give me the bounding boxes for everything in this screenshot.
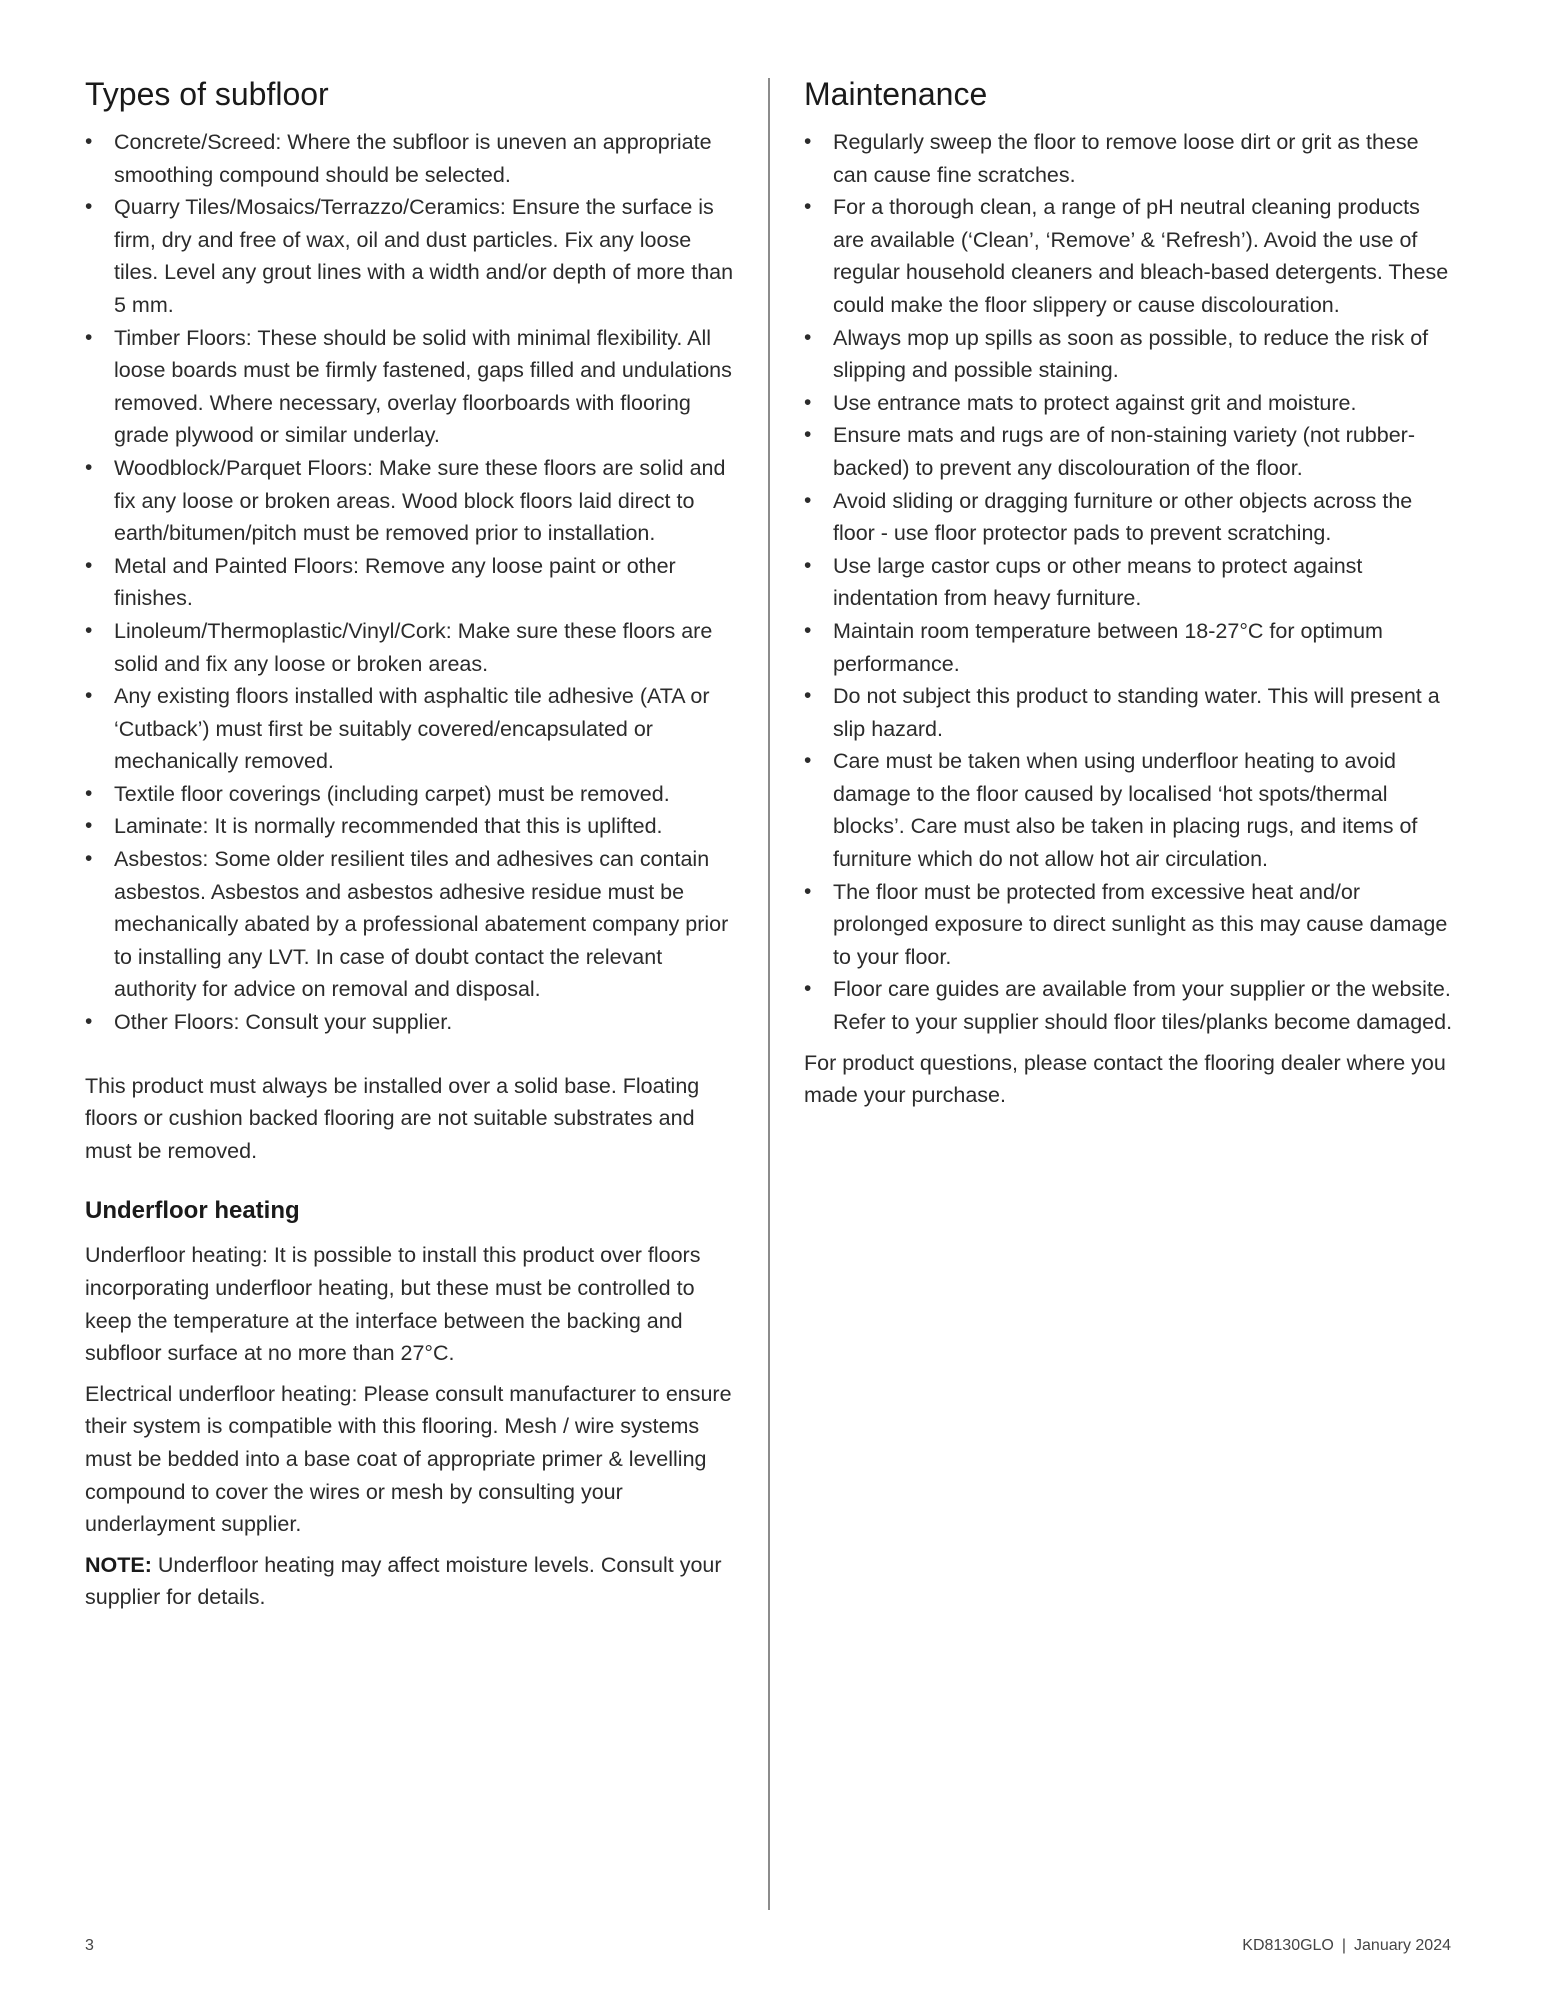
- note-paragraph: [85, 1549, 740, 1614]
- electrical-underfloor-paragraph: Electrical underfloor heating: Please consult manufacturer to ensure their system is compatible with this flooring. Mesh / wire systems must be bedded into a base coat of appropriate primer & levelling compound to cover the wires or mesh by consulting your underlayment supplier.: [85, 1381, 732, 1537]
- list-item: • Avoid sliding or dragging furniture or other objects across the floor - use floor protector pads to prevent scratching.: [804, 485, 1454, 550]
- subfloor-list: [85, 126, 740, 1039]
- bullet-icon: •: [804, 325, 812, 349]
- bullet-icon: •: [804, 423, 812, 447]
- list-item: • Always mop up spills as soon as possible, to reduce the risk of slipping and possible staining.: [804, 322, 1454, 387]
- list-item: • For a thorough clean, a range of pH neutral cleaning products are available (‘Clean’, ‘Remove’ & ‘Refresh’). Avoid the use of regular household cleaners and bleach-based detergents. These could make the floor slippery or cause discolouration.: [804, 191, 1454, 321]
- bullet-icon: •: [85, 195, 93, 219]
- subfloor-heading: Types of subfloor: [85, 76, 329, 112]
- document-footer: [1242, 1937, 1451, 1955]
- left-column: [85, 72, 740, 1614]
- list-item: • Use entrance mats to protect against grit and moisture.: [804, 387, 1454, 420]
- bullet-icon: •: [85, 553, 93, 577]
- bullet-icon: •: [85, 325, 93, 349]
- note-text: Underfloor heating may affect moisture levels. Consult your supplier for details.: [85, 1552, 722, 1610]
- list-item: • Floor care guides are available from your supplier or the website. Refer to your supplier should floor tiles/planks become damaged.: [804, 973, 1454, 1038]
- bullet-icon: •: [804, 488, 812, 512]
- maintenance-heading: Maintenance: [804, 76, 988, 112]
- column-divider: [768, 78, 770, 1910]
- bullet-icon: •: [85, 847, 93, 871]
- list-item: • The floor must be protected from excessive heat and/or prolonged exposure to direct sunlight as this may cause damage to your floor.: [804, 876, 1454, 974]
- bullet-icon: •: [804, 618, 812, 642]
- note-label: NOTE:: [85, 1552, 152, 1577]
- list-item: • Regularly sweep the floor to remove loose dirt or grit as these can cause fine scratches.: [804, 126, 1454, 191]
- list-item: • Maintain room temperature between 18-27°C for optimum performance.: [804, 615, 1454, 680]
- bullet-icon: •: [85, 781, 93, 805]
- list-item: • Quarry Tiles/Mosaics/Terrazzo/Ceramics: Ensure the surface is firm, dry and free of wax, oil and dust particles. Fix any loose tiles. Level any grout lines with a width and/or depth of more than 5 mm.: [85, 191, 740, 321]
- bullet-icon: •: [85, 130, 93, 153]
- list-item: • Use large castor cups or other means to protect against indentation from heavy furniture.: [804, 550, 1454, 615]
- list-item: • Linoleum/Thermoplastic/Vinyl/Cork: Make sure these floors are solid and fix any loose or broken areas.: [85, 615, 740, 680]
- list-item: • Concrete/Screed: Where the subfloor is uneven an appropriate smoothing compound should be selected.: [85, 126, 740, 191]
- list-item: • Textile floor coverings (including carpet) must be removed.: [85, 778, 740, 811]
- bullet-icon: •: [85, 618, 93, 642]
- underfloor-paragraph: Underfloor heating: It is possible to install this product over floors incorporating underfloor heating, but these must be controlled to keep the temperature at the interface between the backing and subfloor surface at no more than 27°C.: [85, 1243, 701, 1366]
- list-item: • Metal and Painted Floors: Remove any loose paint or other finishes.: [85, 550, 740, 615]
- solid-base-paragraph: This product must always be installed over a solid base. Floating floors or cushion backed flooring are not suitable substrates and must be removed.: [85, 1073, 700, 1163]
- list-item: • Do not subject this product to standing water. This will present a slip hazard.: [804, 680, 1454, 745]
- right-column: [804, 72, 1454, 1112]
- doc-code: KD8130GLO: [1242, 1937, 1334, 1954]
- list-item: • Care must be taken when using underfloor heating to avoid damage to the floor caused by localised ‘hot spots/thermal blocks’. Care must also be taken in placing rugs, and items of furniture which do not allow hot air circulation.: [804, 745, 1454, 875]
- footer-separator: |: [1341, 1937, 1347, 1954]
- bullet-icon: •: [804, 684, 812, 708]
- list-item: • Other Floors: Consult your supplier.: [85, 1006, 740, 1039]
- page-number: 3: [85, 1937, 94, 1954]
- list-item: • Ensure mats and rugs are of non-staining variety (not rubber-backed) to prevent any discolouration of the floor.: [804, 419, 1454, 484]
- underfloor-heading: Underfloor heating: [85, 1197, 300, 1225]
- maintenance-list: [804, 126, 1454, 1039]
- list-item: • Asbestos: Some older resilient tiles and adhesives can contain asbestos. Asbestos and asbestos adhesive residue must be mechanically abated by a professional abatement company prior to installing any LVT. In case of doubt contact the relevant authority for advice on removal and disposal.: [85, 843, 740, 1006]
- bullet-icon: •: [85, 684, 93, 708]
- bullet-icon: •: [804, 749, 812, 773]
- bullet-icon: •: [85, 814, 93, 838]
- list-item: • Any existing floors installed with asphaltic tile adhesive (ATA or ‘Cutback’) must first be suitably covered/encapsulated or mechanically removed.: [85, 680, 740, 778]
- bullet-icon: •: [85, 1010, 93, 1034]
- bullet-icon: •: [85, 455, 93, 479]
- list-item: • Timber Floors: These should be solid with minimal flexibility. All loose boards must be firmly fastened, gaps filled and undulations removed. Where necessary, overlay floorboards with flooring grade plywood or similar underlay.: [85, 322, 740, 452]
- bullet-icon: •: [804, 553, 812, 577]
- bullet-icon: •: [804, 195, 812, 219]
- bullet-icon: •: [804, 977, 812, 1001]
- product-questions-paragraph: For product questions, please contact the flooring dealer where you made your purchase.: [804, 1050, 1446, 1108]
- list-item: • Laminate: It is normally recommended that this is uplifted.: [85, 810, 740, 843]
- bullet-icon: •: [804, 130, 812, 153]
- bullet-icon: •: [804, 879, 812, 903]
- list-item: • Woodblock/Parquet Floors: Make sure these floors are solid and fix any loose or broken areas. Wood block floors laid direct to earth/bitumen/pitch must be removed prior to installation.: [85, 452, 740, 550]
- doc-date: January 2024: [1354, 1937, 1451, 1954]
- bullet-icon: •: [804, 390, 812, 414]
